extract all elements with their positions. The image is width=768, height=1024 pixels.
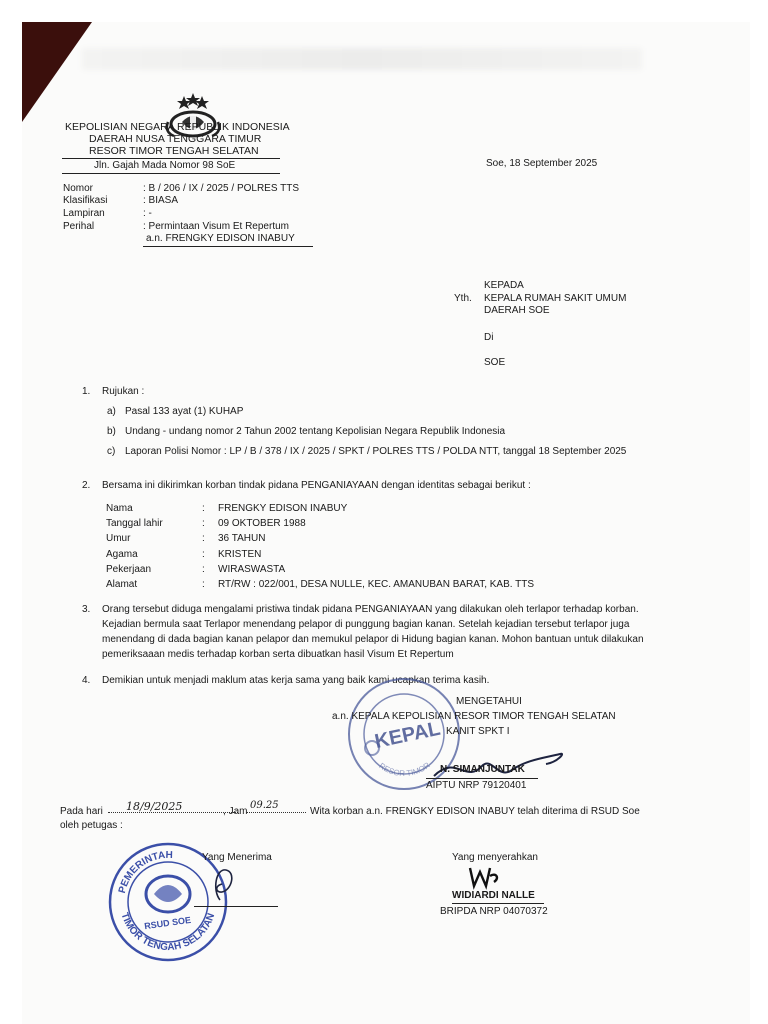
time-handwritten: 09.25 [250, 800, 279, 811]
handover-name-underline [452, 903, 544, 904]
faint-bleed-through [82, 48, 642, 70]
id-value-umur: 36 TAHUN [218, 533, 266, 544]
time-dotted-line [246, 812, 306, 813]
org-address: Jln. Gajah Mada Nomor 98 SoE [94, 160, 236, 171]
an-kepala-line: a.n. KEPALA KEPOLISIAN RESOR TIMOR TENGAH SELATAN [332, 711, 616, 722]
meta-value-lampiran: : - [143, 208, 152, 219]
receipt-line-2: oleh petugas : [60, 820, 123, 831]
id-value-agama: KRISTEN [218, 549, 262, 560]
receiver-sign-line [194, 906, 278, 907]
section-4-text: Demikian untuk menjadi maklum atas kerja sama yang baik kami ucapkan terima kasih. [102, 675, 490, 686]
rsud-stamp-top-text: PEMERINTAH [116, 849, 173, 895]
svg-text:RESOR TIMOR [377, 760, 432, 778]
section-3-number: 3. [82, 604, 91, 615]
section-2-number: 2. [82, 480, 91, 491]
kanit-rank: AIPTU NRP 79120401 [426, 780, 527, 791]
pada-hari-label: Pada hari [60, 806, 103, 817]
id-label-umur: Umur [106, 533, 131, 544]
ref-text-b: Undang - undang nomor 2 Tahun 2002 tentang Kepolisian Negara Republik Indonesia [125, 426, 506, 437]
police-stamp-word: KEPAL [372, 717, 443, 753]
org-line-1: KEPOLISIAN NEGARA REPUBLIK INDONESIA [65, 121, 290, 133]
meta-value-nomor: : B / 206 / IX / 2025 / POLRES TTS [143, 183, 300, 194]
section-1-number: 1. [82, 386, 91, 397]
handover-label: Yang menyerahkan [452, 852, 538, 863]
mengetahui-label: MENGETAHUI [456, 696, 522, 707]
kanit-name: N. SIMANJUNTAK [440, 764, 525, 775]
letter-page [22, 22, 750, 1024]
id-label-nama: Nama [106, 503, 133, 514]
handover-rank: BRIPDA NRP 04070372 [440, 906, 548, 917]
section-2-text: Bersama ini dikirimkan korban tindak pidana PENGANIAYAAN dengan identitas sebagai berikut : [102, 480, 531, 491]
meta-label-nomor: Nomor [63, 183, 94, 194]
police-stamp-ring-text: RESOR TIMOR [377, 760, 432, 779]
date-handwritten: 18/9/2025 [126, 800, 183, 813]
id-colon-6: : [202, 579, 205, 590]
kanit-label: KANIT SPKT I [446, 726, 510, 737]
id-colon-4: : [202, 549, 205, 560]
section-3-line-1: Orang tersebut diduga mengalami pristiwa tindak pidana PENGANIAYAAN yang dilakukan oleh terlapor terhadap korban. [102, 604, 639, 615]
id-colon-2: : [202, 518, 205, 529]
id-value-tanggal-lahir: 09 OKTOBER 1988 [218, 518, 306, 529]
org-line-2: DAERAH NUSA TENGGARA TIMUR [89, 133, 262, 145]
di-label: Di [484, 332, 494, 343]
place-date: Soe, 18 September 2025 [486, 158, 598, 169]
rsud-stamp-bottom-text: TIMOR TENGAH SELATAN [118, 911, 218, 954]
section-3-line-3: menendang di dada bagian kanan pelapor dan memukul pelapor di Hidung bagian kanan. Mohon bantuan untuk dilakukan [102, 634, 644, 645]
ref-letter-c: c) [107, 446, 116, 457]
kanit-name-underline [426, 778, 538, 779]
kepada-label: KEPADA [484, 280, 524, 291]
rsud-stamp-center-text: RSUD SOE [143, 914, 192, 932]
meta-label-perihal: Perihal [63, 221, 95, 232]
id-colon-3: : [202, 533, 205, 544]
meta-label-lampiran: Lampiran [63, 208, 105, 219]
receiver-label: Yang Menerima [202, 852, 272, 863]
id-colon-1: : [202, 503, 205, 514]
id-value-pekerjaan: WIRASWASTA [218, 564, 286, 575]
id-label-pekerjaan: Pekerjaan [106, 564, 152, 575]
section-4-number: 4. [82, 675, 91, 686]
perihal-underline [143, 246, 313, 247]
scan-corner-fold [22, 22, 92, 122]
perihal-line-2: a.n. FRENGKY EDISON INABUY [146, 233, 295, 244]
meta-value-perihal: : Permintaan Visum Et Repertum [143, 221, 289, 232]
section-3-line-4: pemeriksaaan medis terhadap korban serta dibuatkan hasil Visum Et Repertum [102, 649, 454, 660]
section-3-line-2: Kejadian bermula saat Terlapor menendang pelapor di punggung bagian kanan. Setelah kejadian tersebut terlapor juga [102, 619, 630, 630]
id-label-agama: Agama [106, 549, 138, 560]
jam-label: , Jam [223, 806, 248, 817]
yth-label: Yth. [454, 293, 472, 304]
handover-signature [464, 864, 504, 890]
id-label-tanggal-lahir: Tanggal lahir [106, 518, 163, 529]
recipient-line-1: KEPALA RUMAH SAKIT UMUM [484, 293, 627, 304]
id-colon-5: : [202, 564, 205, 575]
ref-letter-a: a) [107, 406, 116, 417]
header-rule-2 [62, 173, 280, 174]
ref-text-a: Pasal 133 ayat (1) KUHAP [125, 406, 244, 417]
meta-value-klasifikasi: : BIASA [143, 195, 179, 206]
recipient-line-2: DAERAH SOE [484, 305, 550, 316]
ref-letter-b: b) [107, 426, 116, 437]
header-rule-1 [62, 158, 280, 159]
ref-text-c: Laporan Polisi Nomor : LP / B / 378 / IX / 2025 / SPKT / POLRES TTS / POLDA NTT, tanggal 18 September 2025 [125, 446, 627, 457]
org-line-3: RESOR TIMOR TENGAH SELATAN [89, 145, 259, 157]
id-value-nama: FRENGKY EDISON INABUY [218, 503, 348, 514]
receipt-text: Wita korban a.n. FRENGKY EDISON INABUY telah diterima di RSUD Soe [310, 806, 640, 817]
meta-label-klasifikasi: Klasifikasi [63, 195, 108, 206]
id-label-alamat: Alamat [106, 579, 138, 590]
id-value-alamat: RT/RW : 022/001, DESA NULLE, KEC. AMANUBAN BARAT, KAB. TTS [218, 579, 535, 590]
recipient-city: SOE [484, 357, 506, 368]
handover-name: WIDIARDI NALLE [452, 890, 535, 901]
section-1-title: Rujukan : [102, 386, 145, 397]
receiver-signature [192, 860, 252, 908]
